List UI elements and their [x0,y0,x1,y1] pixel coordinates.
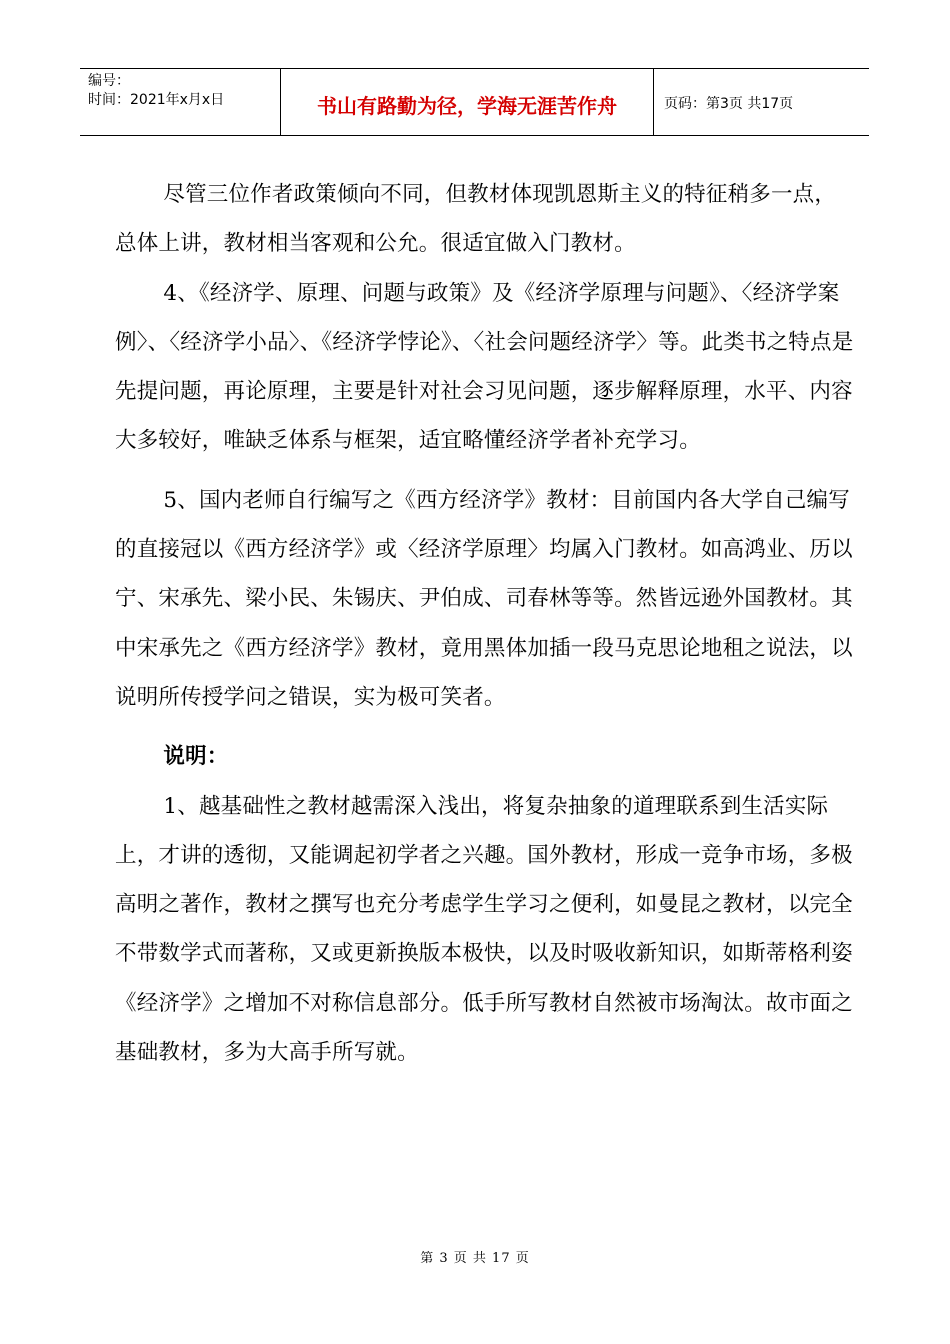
header-meta [80,69,281,135]
note-paragraph-1: 1、越基础性之教材越需深入浅出，将复杂抽象的道理联系到生活实际上，才讲的透彻，又能调起初学者之兴趣。国外教材，形成一竞争市场，多极高明之著作，教材之撰写也充分考虑学生学习之便利，如曼昆之教材，以完全不带数学式而著称，又或更新换版本极快，以及时吸收新知识，如斯蒂格利姿《经济学》之增加不对称信息部分。低手所写教材自然被市场淘汰。故市面之基础教材，多为大高手所写就。 [115,793,853,1066]
page-footer: 第 3 页 共 17 页 [420,1251,530,1266]
paragraph-intro: 尽管三位作者政策倾向不同，但教材体现凯恩斯主义的特征稍多一点，总体上讲，教材相当客观和公允。很适宜做入门教材。 [115,182,837,257]
document-number: 编号： [88,73,130,89]
header-page-number: 页码：第3页 共17页 [664,96,794,112]
paragraph-item-5: 5、国内老师自行编写之《西方经济学》教材：目前国内各大学自己编写的直接冠以《西方经济学》或〈经济学原理〉均属入门教材。如高鸿业、历以宁、宋承先、梁小民、朱锡庆、尹伯成、司春林等等。然皆远逊外国教材。其中宋承先之《西方经济学》教材，竟用黑体加插一段马克思论地租之说法，以说明所传授学问之错误，实为极可笑者。 [115,487,853,710]
header-motto: 书山有路勤为径，学海无涯苦作舟 [281,69,654,135]
document-body [115,170,857,1077]
document-date: 时间：2021年x月x日 [88,92,225,108]
page-header [80,68,869,136]
note-heading: 说明： [163,744,229,770]
paragraph-item-4: 4、《经济学、原理、问题与政策》及《经济学原理与问题》、〈经济学案例〉、〈经济学小品〉、《经济学悖论》、〈社会问题经济学〉等。此类书之特点是先提问题，再论原理，主要是针对社会习见问题，逐步解释原理，水平、内容大多较好，唯缺乏体系与框架，适宜略懂经济学者补充学习。 [115,280,854,454]
